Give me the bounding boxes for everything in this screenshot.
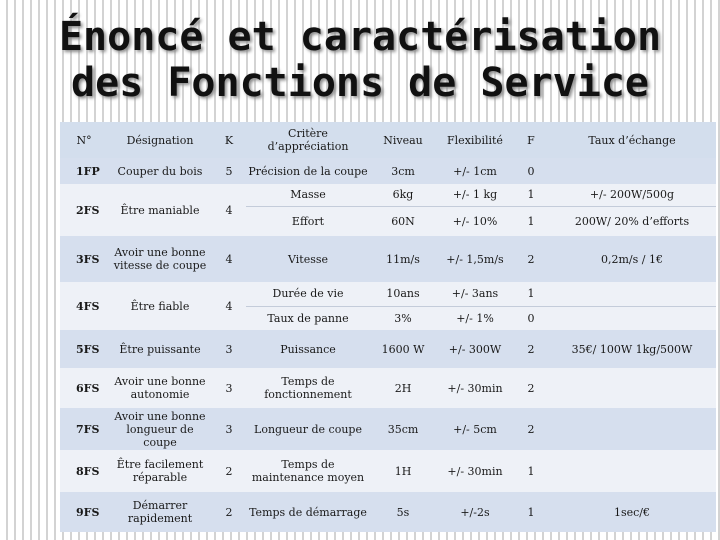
table-row xyxy=(60,158,716,184)
function-number: 5FS xyxy=(60,330,108,368)
function-number: 3FS xyxy=(60,236,108,282)
critere-cell: Durée de vie xyxy=(246,282,370,306)
niveau-cell: 6kg xyxy=(370,184,436,206)
flexibilite-cell: +/- 30min xyxy=(436,368,514,408)
taux-cell: +/- 200W/500g xyxy=(548,184,716,206)
f-cell: 2 xyxy=(514,368,548,408)
k-cell: 2 xyxy=(212,492,246,532)
f-cell: 1 xyxy=(514,206,548,236)
function-number: 9FS xyxy=(60,492,108,532)
function-number: 7FS xyxy=(60,408,108,450)
critere-cell: Vitesse xyxy=(246,236,370,282)
critere-cell: Temps de maintenance moyen xyxy=(246,450,370,492)
niveau-cell: 11m/s xyxy=(370,236,436,282)
table-row xyxy=(60,282,716,306)
flexibilite-cell: +/- 1,5m/s xyxy=(436,236,514,282)
title-line-2: des Fonctions de Service xyxy=(71,60,649,106)
k-cell: 4 xyxy=(212,184,246,236)
k-cell: 3 xyxy=(212,330,246,368)
function-number: 2FS xyxy=(60,184,108,236)
flexibilite-cell: +/- 1cm xyxy=(436,158,514,184)
critere-cell: Temps de fonctionnement xyxy=(246,368,370,408)
designation-cell: Être facilement réparable xyxy=(108,450,212,492)
header-cell: Taux d’échange xyxy=(548,122,716,158)
header-cell: Niveau xyxy=(370,122,436,158)
header-cell: F xyxy=(514,122,548,158)
function-number: 8FS xyxy=(60,450,108,492)
header-cell: N° xyxy=(60,122,108,158)
critere-cell: Puissance xyxy=(246,330,370,368)
niveau-cell: 10ans xyxy=(370,282,436,306)
f-cell: 0 xyxy=(514,306,548,330)
niveau-cell: 3cm xyxy=(370,158,436,184)
header-cell: Critère d’appréciation xyxy=(246,122,370,158)
table-header-row xyxy=(60,122,716,158)
function-number: 1FP xyxy=(60,158,108,184)
table-row xyxy=(60,184,716,206)
niveau-cell: 1H xyxy=(370,450,436,492)
flexibilite-cell: +/- 1 kg xyxy=(436,184,514,206)
niveau-cell: 2H xyxy=(370,368,436,408)
flexibilite-cell: +/- 3ans xyxy=(436,282,514,306)
taux-cell xyxy=(548,450,716,492)
f-cell: 1 xyxy=(514,184,548,206)
designation-cell: Avoir une bonne longueur de coupe xyxy=(108,408,212,450)
designation-cell: Être puissante xyxy=(108,330,212,368)
k-cell: 4 xyxy=(212,236,246,282)
f-cell: 2 xyxy=(514,330,548,368)
designation-cell: Démarrer rapidement xyxy=(108,492,212,532)
page-title xyxy=(0,14,720,106)
flexibilite-cell: +/-2s xyxy=(436,492,514,532)
table-row xyxy=(60,236,716,282)
table-row xyxy=(60,450,716,492)
taux-cell xyxy=(548,408,716,450)
table-row xyxy=(60,492,716,532)
taux-cell xyxy=(548,368,716,408)
k-cell: 5 xyxy=(212,158,246,184)
function-number: 6FS xyxy=(60,368,108,408)
designation-cell: Avoir une bonne vitesse de coupe xyxy=(108,236,212,282)
critere-cell: Masse xyxy=(246,184,370,206)
designation-cell: Être maniable xyxy=(108,184,212,236)
taux-cell: 1sec/€ xyxy=(548,492,716,532)
critere-cell: Effort xyxy=(246,206,370,236)
taux-cell: 200W/ 20% d’efforts xyxy=(548,206,716,236)
taux-cell xyxy=(548,306,716,330)
f-cell: 2 xyxy=(514,236,548,282)
function-number: 4FS xyxy=(60,282,108,330)
flexibilite-cell: +/- 30min xyxy=(436,450,514,492)
flexibilite-cell: +/- 300W xyxy=(436,330,514,368)
critere-cell: Temps de démarrage xyxy=(246,492,370,532)
taux-cell: 35€/ 100W 1kg/500W xyxy=(548,330,716,368)
taux-cell xyxy=(548,282,716,306)
flexibilite-cell: +/- 1% xyxy=(436,306,514,330)
table-row xyxy=(60,368,716,408)
table-row xyxy=(60,330,716,368)
header-cell: K xyxy=(212,122,246,158)
niveau-cell: 1600 W xyxy=(370,330,436,368)
f-cell: 1 xyxy=(514,450,548,492)
critere-cell: Précision de la coupe xyxy=(246,158,370,184)
designation-cell: Être fiable xyxy=(108,282,212,330)
k-cell: 4 xyxy=(212,282,246,330)
critere-cell: Taux de panne xyxy=(246,306,370,330)
header-cell: Désignation xyxy=(108,122,212,158)
niveau-cell: 3% xyxy=(370,306,436,330)
f-cell: 0 xyxy=(514,158,548,184)
functions-table xyxy=(60,122,716,532)
niveau-cell: 60N xyxy=(370,206,436,236)
niveau-cell: 5s xyxy=(370,492,436,532)
k-cell: 3 xyxy=(212,408,246,450)
flexibilite-cell: +/- 10% xyxy=(436,206,514,236)
k-cell: 3 xyxy=(212,368,246,408)
taux-cell: 0,2m/s / 1€ xyxy=(548,236,716,282)
f-cell: 2 xyxy=(514,408,548,450)
designation-cell: Couper du bois xyxy=(108,158,212,184)
designation-cell: Avoir une bonne autonomie xyxy=(108,368,212,408)
f-cell: 1 xyxy=(514,492,548,532)
f-cell: 1 xyxy=(514,282,548,306)
header-cell: Flexibilité xyxy=(436,122,514,158)
flexibilite-cell: +/- 5cm xyxy=(436,408,514,450)
niveau-cell: 35cm xyxy=(370,408,436,450)
critere-cell: Longueur de coupe xyxy=(246,408,370,450)
title-line-1: Énoncé et caractérisation xyxy=(58,14,662,60)
taux-cell xyxy=(548,158,716,184)
k-cell: 2 xyxy=(212,450,246,492)
table-row xyxy=(60,408,716,450)
